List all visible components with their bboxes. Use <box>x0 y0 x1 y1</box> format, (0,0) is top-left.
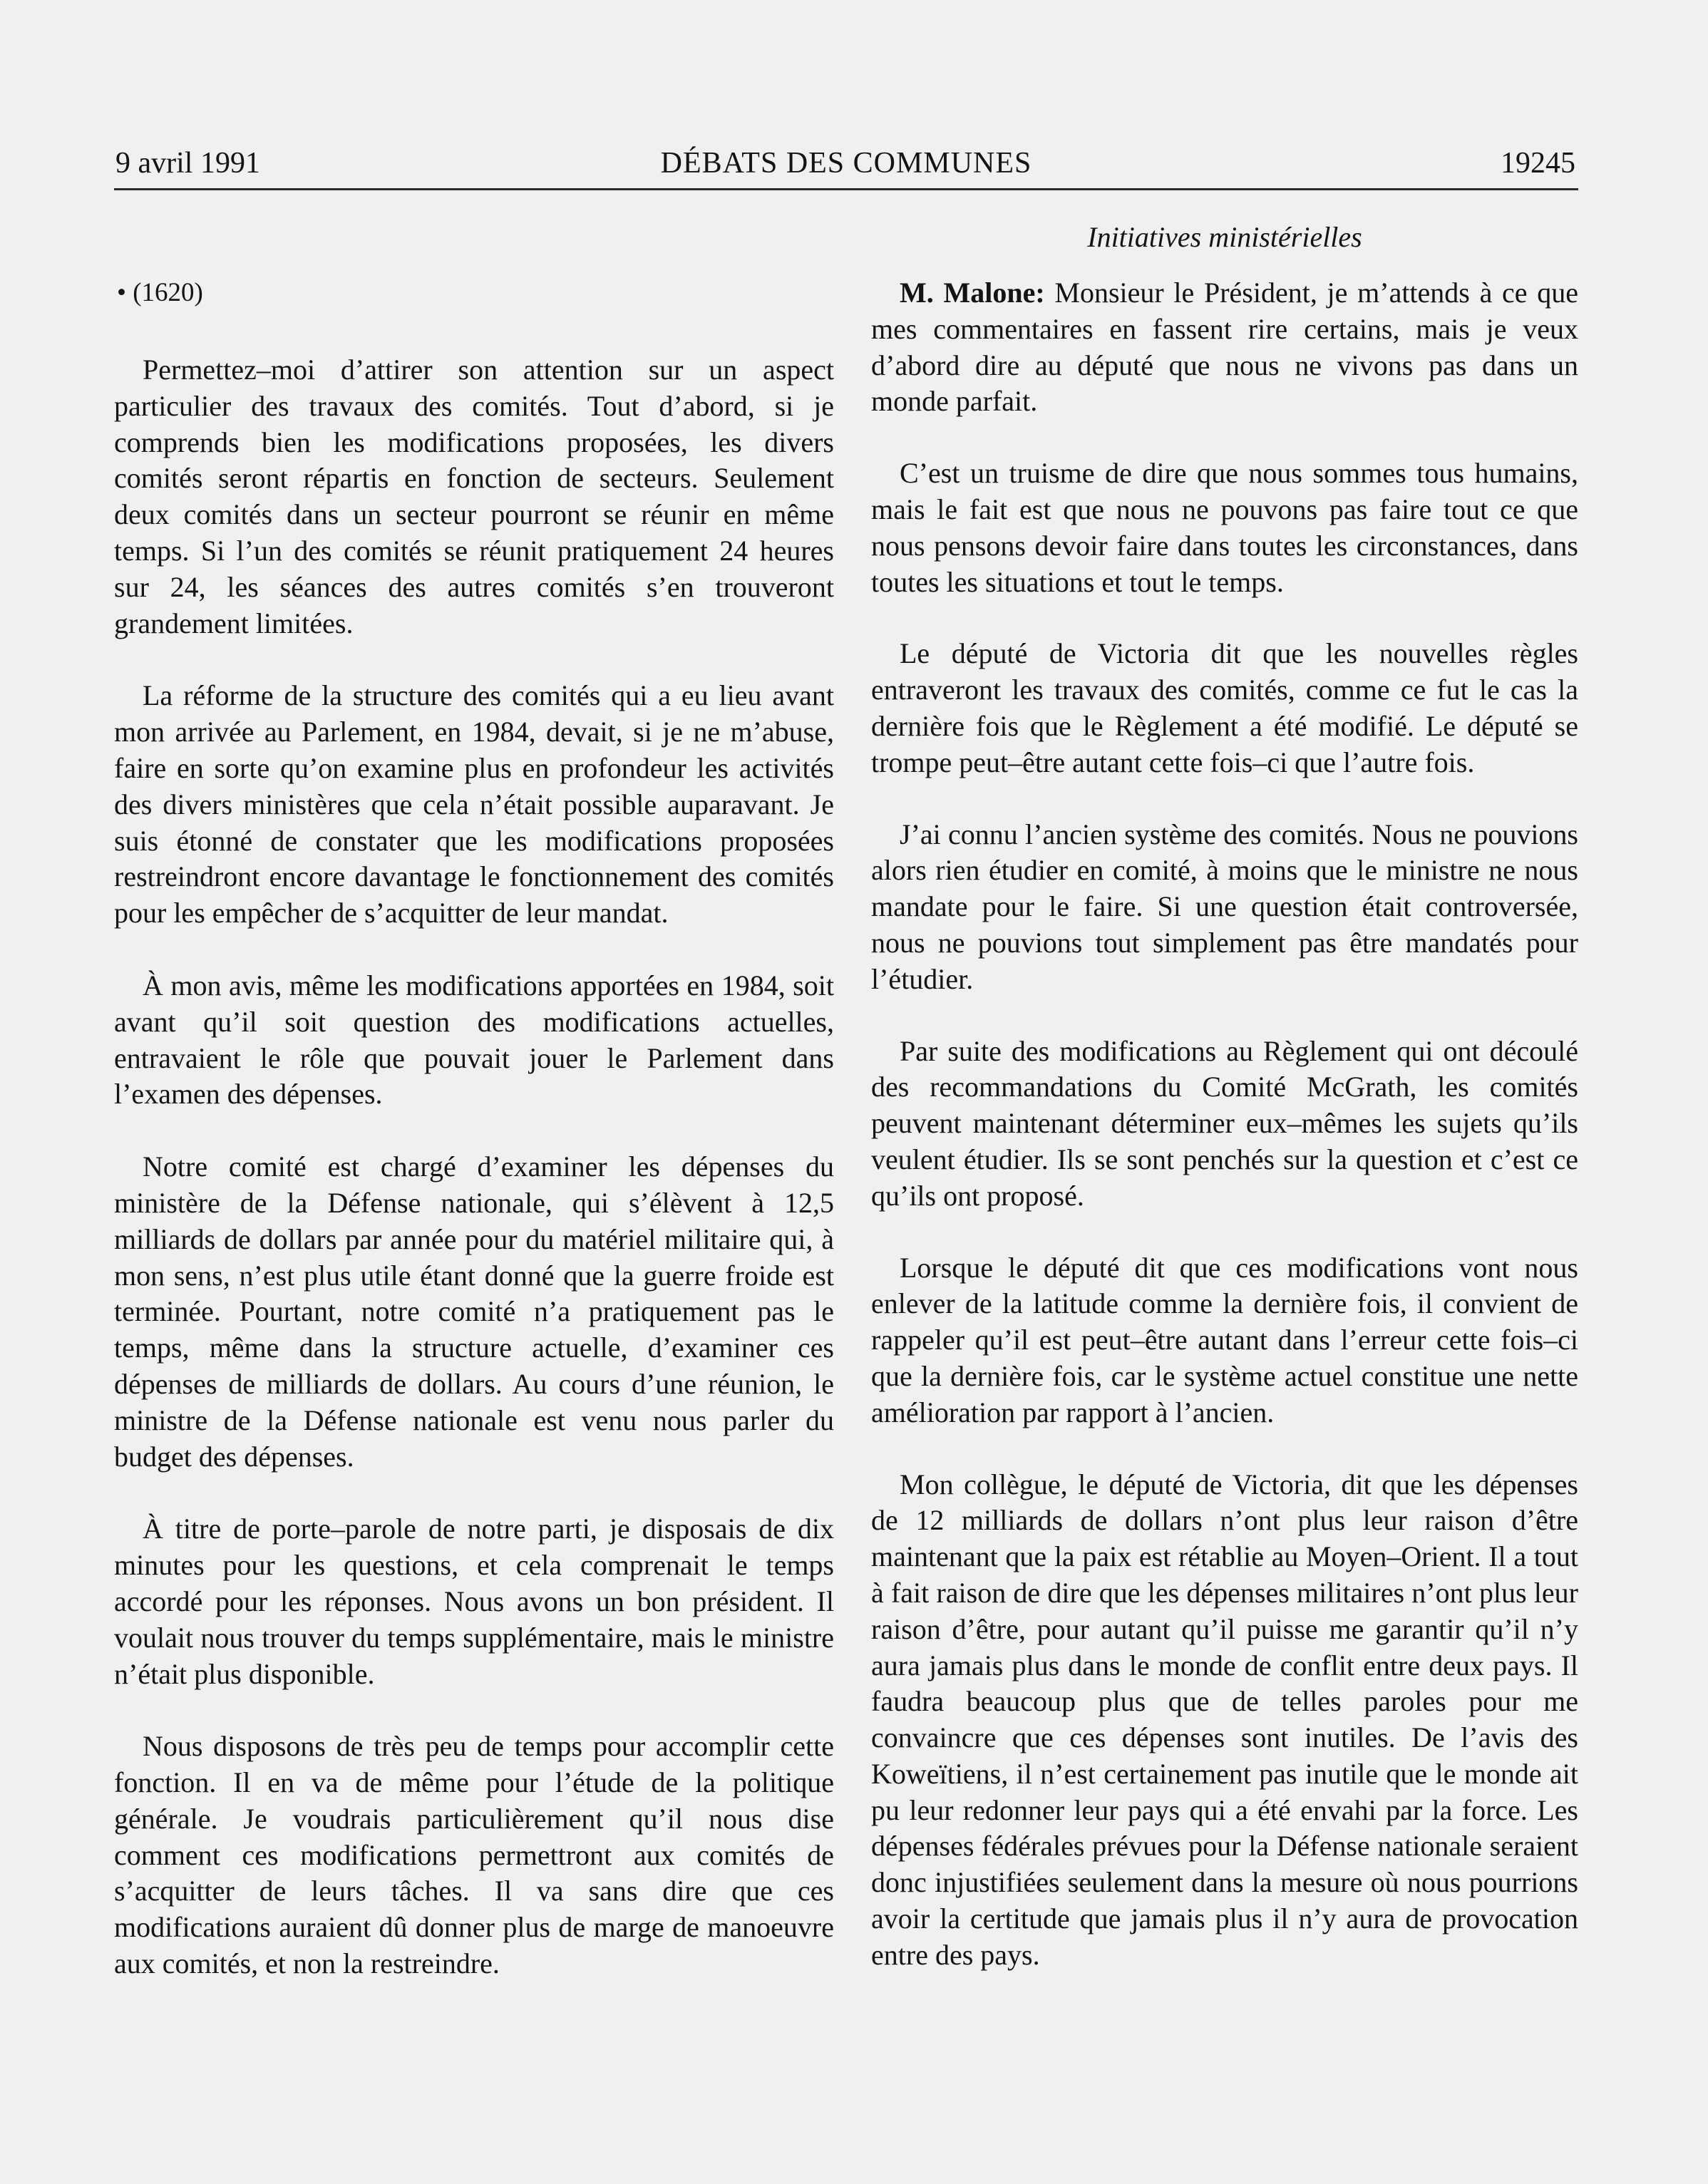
paragraph: Permettez–moi d’attirer son attention sur un aspect particulier des travaux des comités. Tout d’abord, si je comprends bien les modifications proposées, les divers comités seront répartis en fonction de secteurs. Seulement deux comités dans un secteur pourront se réunir en même temps. Si l’un des comités se réunit pratiquement 24 heures sur 24, les séances des autres comités s’en trouveront grandement limitées. <box>114 354 834 639</box>
header-page-number: 19245 <box>1501 147 1575 180</box>
paragraph: À mon avis, même les modifications apportées en 1984, soit avant qu’il soit question des modifications actuelles, entravaient le rôle que pouvait jouer le Parlement dans l’examen des dépenses. <box>114 969 834 1111</box>
right-column <box>871 275 1578 2009</box>
header-title: DÉBATS DES COMMUNES <box>660 147 1032 180</box>
paragraph: Nous disposons de très peu de temps pour accomplir cette fonction. Il en va de même pour l’étude de la politique générale. Je voudrais particulièrement qu’il nous dise comment ces modifications permettront aux comités de s’acquitter de leurs tâches. Il va sans dire que ces modifications auraient dû donner plus de marge de manoeuvre aux comités, et non la restreindre. <box>114 1730 834 1980</box>
time-marker: • (1620) <box>117 278 203 307</box>
running-head: Initiatives ministérielles <box>1087 221 1362 253</box>
header-date: 9 avril 1991 <box>115 147 260 180</box>
speaker-text: Monsieur le Président, je m’attends à ce que mes commentaires en fassent rire certains, mais je veux d’abord dire au député que nous ne vivons pas dans un monde parfait. <box>871 277 1579 418</box>
paragraph: C’est un truisme de dire que nous sommes tous humains, mais le fait est que nous ne pouvons pas faire tout ce que nous pensons devoir faire dans toutes les circonstances, dans toutes les situations et tout le temps. <box>871 457 1578 598</box>
paragraph: À titre de porte–parole de notre parti, je disposais de dix minutes pour les questions, et cela comprenait le temps accordé pour les réponses. Nous avons un bon président. Il voulait nous trouver du temps supplémentaire, mais le ministre n’était plus disponible. <box>114 1513 834 1690</box>
speaker-name: M. Malone: <box>900 277 1045 309</box>
paragraph: Mon collègue, le député de Victoria, dit que les dépenses de 12 milliards de dollars n’ont plus leur raison d’être maintenant que la paix est rétablie au Moyen–Orient. Il a tout à fait raison de dire que les dépenses militaires n’ont plus leur raison d’être, pour autant qu’il puisse me garantir qu’il n’y aura jamais plus dans le monde de conflit entre deux pays. Il faudra beaucoup plus que de telles paroles pour me convaincre que ces dépenses sont inutiles. De l’avis des Koweïtiens, il n’est certainement pas inutile que le monde ait pu leur redonner leur pays qui a été envahi par la force. Les dépenses fédérales prévues pour la Défense nationale seraient donc injustifiées seulement dans la mesure où nous pourrions avoir la certitude que jamais plus il n’y aura de provocation entre des pays. <box>871 1468 1578 1971</box>
paragraph: Le député de Victoria dit que les nouvelles règles entraveront les travaux des comités, comme ce fut le cas la dernière fois que le Règlement a été modifié. Le député se trompe peut–être autant cette fois–ci que l’autre fois. <box>871 637 1578 778</box>
page-header <box>114 141 1578 190</box>
paragraph: Lorsque le député dit que ces modifications vont nous enlever de la latitude comme la dernière fois, il convient de rappeler qu’il est peut–être autant dans l’erreur cette fois–ci que la dernière fois, car le système actuel constitue une nette amélioration par rapport à l’ancien. <box>871 1251 1578 1428</box>
paragraph: J’ai connu l’ancien système des comités. Nous ne pouvions alors rien étudier en comité, à moins que le ministre ne nous mandate pour le faire. Si une question était controversée, nous ne pouvions tout simplement pas être mandatés pour l’étudier. <box>871 818 1578 995</box>
speaker-paragraph <box>871 275 1578 420</box>
left-column <box>114 275 834 2019</box>
paragraph: Par suite des modifications au Règlement qui ont découlé des recommandations du Comité McGrath, les comités peuvent maintenant déterminer eux–mêmes les sujets qu’ils veulent étudier. Ils se sont penchés sur la question et c’est ce qu’ils ont proposé. <box>871 1034 1578 1212</box>
paragraph: Notre comité est chargé d’examiner les dépenses du ministère de la Défense nationale, qui s’élèvent à 12,5 milliards de dollars par année pour du matériel militaire qui, à mon sens, n’est plus utile étant donné que la guerre froide est terminée. Pourtant, notre comité n’a pratiquement pas le temps, même dans la structure actuelle, d’examiner ces dépenses de milliards de dollars. Au cours d’une réunion, le ministre de la Défense nationale est venu nous parler du budget des dépenses. <box>114 1150 834 1473</box>
paragraph: La réforme de la structure des comités qui a eu lieu avant mon arrivée au Parlement, en 1984, devait, si je ne m’abuse, faire en sorte qu’on examine plus en profondeur les activités des divers ministères que cela n’était possible auparavant. Je suis étonné de constater que les modifications proposées restreindront encore davantage le fonctionnement des comités pour les empêcher de s’acquitter de leur mandat. <box>114 679 834 929</box>
